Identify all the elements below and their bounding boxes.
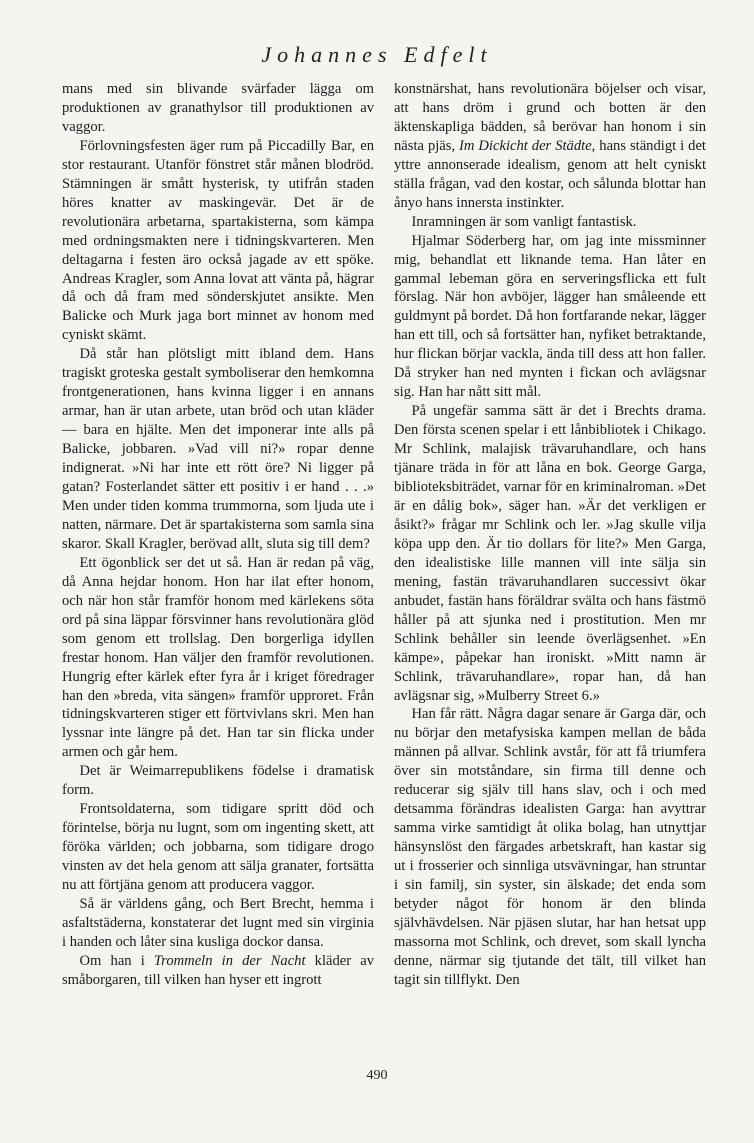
paragraph: Hjalmar Söderberg har, om jag inte missminner mig, behandlat ett liknande tema. Han låter en gammal lebeman göra en serveringsflicka ett fult förslag. När hon avböjer, lägger han småleende ett guldmynt på bordet. Då hon fortfarande nekar, lägger han ett till, och så fortsätter han, nyfiket betraktande, hur flickan börjar vackla, ända till dess att hon faller. Då stryker han ned mynten i fickan och avlägsnar sig. Han har nått sitt mål.	[394, 232, 706, 401]
paragraph: Då står han plötsligt mitt ibland dem. Hans tragiskt groteska gestalt symboliserar den hemkomna frontgenerationen, hans kvinna ligger i en annans armar, han är utan arbete, utan bröd och utan kläder — bara en hjälte. Men det imponerar inte alls på Balicke, jobbaren. »Vad vill ni?» ropar denne indignerat. »Ni har inte ett rött öre? Ni ligger på gatan? Fosterlandet sätter ett positiv i er hand . . .» Men under tiden komma trummorna, som ljuda ute i natten, närmare. Det är spartakisterna som samla sina skaror. Skall Kragler, berövad allt, sluta sig till dem?	[62, 346, 374, 552]
running-header: Johannes Edfelt	[261, 42, 493, 67]
left-column	[62, 80, 374, 990]
paragraph: Ett ögonblick ser det ut så. Han är redan på väg, då Anna hejdar honom. Hon har ilat efter honom, och när hon står framför honom med kärlekens söta ord på sina läppar försvinner hans revolutionära glöd som genom ett trollslag. Den borgerliga idyllen frestar honom. Han väljer den framför revolutionen. Hungrig efter kärlek efter fyra år i kriget föredrager han den »breda, vita sängen» framför upproret. Från tidningskvarteren stiger ett förtvivlans skri. Men han lyssnar inte längre på det. Han tar sin flicka under armen och går hem.	[62, 554, 374, 761]
text-span: konstnärshat, hans revolutionära böjelser och visar, att hans dröm i grund och botten är den äktenskapliga bädden, så berövar han honom i sin nästa pjäs,	[394, 81, 706, 154]
play-title: Trommeln in der Nacht	[153, 952, 306, 969]
paragraph: Frontsoldaterna, som tidigare spritt död och förintelse, börja nu lugnt, som om ingenting skett, att föröka världen; och jobbarna, som tidigare drogo vinsten av det hela genom att sälja granater, fortsätta nu att förtjäna genom att producera vaggor.	[62, 801, 374, 894]
paragraph: På ungefär samma sätt är det i Brechts drama. Den första scenen spelar i ett lånbibliotek i Chikago. Mr Schlink, malajisk trävaruhandlare, och hans tjänare träda in för att låna en bok. George Garga, biblioteksbiträdet, varnar för en kriminalroman. »Det är en dålig bok», säger han. »Är det verkligen er åsikt?» frågar mr Schlink och ler. »Jag skulle vilja köpa upp den. Är tio dollars för lite?» Men Garga, den idealistiske lille mannen vill inte sälja sin mening, fastän trävaruhandlaren successivt ökar anbudet, fastän hans föräldrar svälta och hans fästmö håller på att sjunka ned i prostitution. Men mr Schlink behåller sin leende överlägsenhet. »En kämpe», påpekar han ironiskt. »Mitt namn är Schlink, trävaruhandlare», ropar han, då han avlägsnar sig, »Mulberry Street 6.»	[394, 403, 706, 704]
paragraph: Inramningen är som vanligt fantastisk.	[411, 213, 637, 230]
text-span: , hans ständigt i det yttre annonserade idealism, genom att helt cyniskt ställa frågan, vad den kostar, och sålunda blottar han ånyo hans innersta instinkter.	[394, 137, 706, 211]
text-span: Om han i	[79, 952, 154, 969]
paragraph	[62, 952, 374, 990]
paragraph	[394, 80, 706, 213]
paragraph: Det är Weimarrepublikens födelse i dramatisk form.	[62, 763, 374, 799]
right-column	[394, 80, 706, 990]
paragraph: Han får rätt. Några dagar senare är Garga där, och nu börjar den metafysiska kampen mellan de båda männen på allvar. Schlink avstår, för att få triumfera över sin motståndare, sin firma till denne och reducerar sig själv till hans slav, och i och med detsamma förändras idealisten Garga: han avyttrar samma virke samtidigt åt olika bolag, han utnyttjar hänsynslöst den färgades arbetskraft, han kastar sig ut i frosserier och sinnliga utsvävningar, han struntar i sin familj, sin syster, sin älskade; det enda som betyder något för honom är den blinda självhävdelsen. När pjäsen slutar, har han hetsat upp massorna mot Schlink, och drevet, som skall lyncha denne, närmar sig tjutande det tält, till vilket han tagit sin tillflykt. Den	[394, 706, 706, 988]
paragraph: mans med sin blivande svärfader lägga om produktionen av granathylsor till produktionen av vaggor.	[62, 81, 374, 135]
text-span: kläder av småborgaren, till vilken han hyser ett ingrott	[62, 952, 374, 988]
paragraph: Så är världens gång, och Bert Brecht, hemma i asfaltstäderna, konstaterar det lugnt med sin virginia i handen och låter sina kusliga dockor dansa.	[62, 895, 374, 950]
page-number: 490	[366, 1068, 388, 1083]
play-title: Im Dickicht der Städte	[459, 137, 592, 154]
paragraph: Förlovningsfesten äger rum på Piccadilly Bar, en stor restaurant. Utanför fönstret står månen blodröd. Stämningen är smått hysterisk, ty utifrån staden höres knatter av maskingevär. Det är de revolutionära arbetarna, spartakisterna, som kämpa med ordningsmakten nere i tidningskvarteren. Men deltagarna i festen äro också jagade av ett spöke. Andreas Kragler, som Anna lovat att vänta på, hägrar då och då fram med sönderskjutet ansikte. Men Balicke och Murk jaga bort minnet av honom med cyniskt skämt.	[62, 137, 374, 344]
